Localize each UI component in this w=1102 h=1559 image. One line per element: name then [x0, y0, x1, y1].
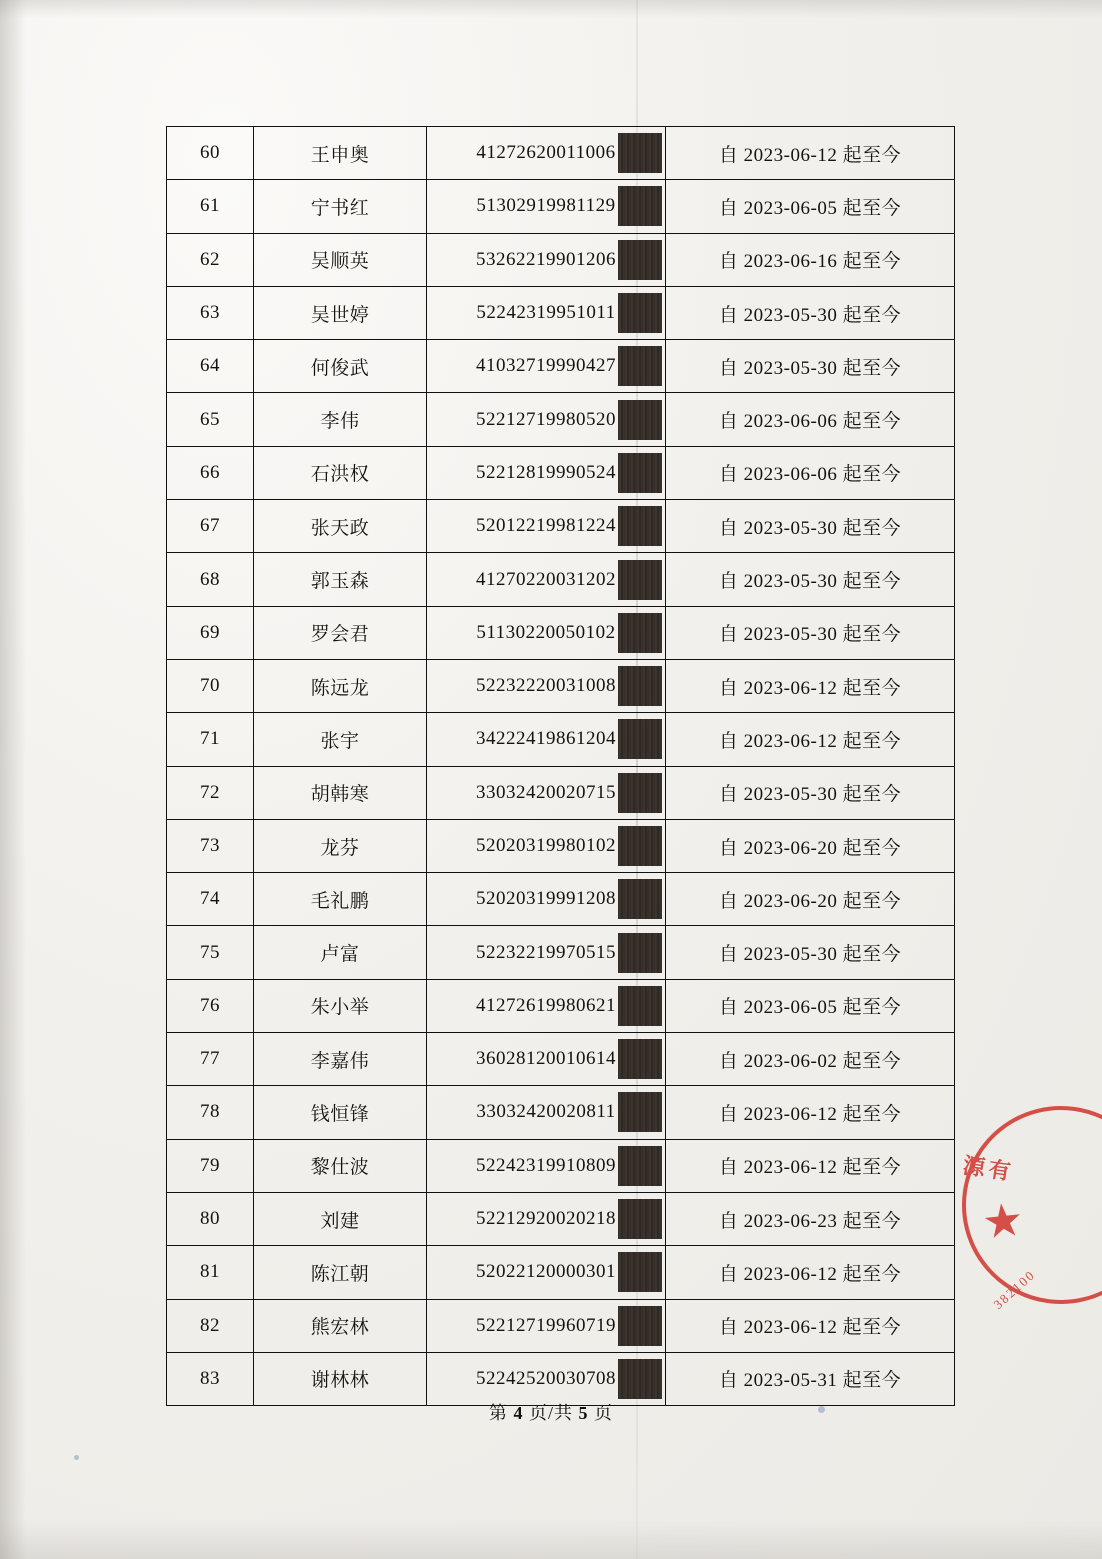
redaction-mark — [618, 1306, 662, 1346]
row-name-cell: 谢林林 — [254, 1352, 427, 1405]
row-id-number: 36028120010614 — [476, 1048, 616, 1070]
footer-suffix: 页 — [594, 1403, 613, 1423]
row-id-number: 34222419861204 — [476, 728, 616, 750]
row-id-number: 41272620011006 — [476, 142, 615, 164]
table-row — [167, 766, 955, 819]
row-name-cell: 黎仕波 — [254, 1139, 427, 1192]
row-name-cell: 王申奥 — [254, 127, 427, 180]
row-date-cell: 自 2023-05-30 起至今 — [666, 926, 955, 979]
row-date-cell: 自 2023-06-06 起至今 — [666, 446, 955, 499]
row-id-cell — [427, 286, 666, 339]
row-id-number: 41272619980621 — [476, 995, 616, 1017]
row-index-cell: 66 — [167, 446, 254, 499]
row-name-cell: 宁书红 — [254, 180, 427, 233]
row-name-cell: 熊宏林 — [254, 1299, 427, 1352]
row-name-cell: 刘建 — [254, 1192, 427, 1245]
row-index-cell: 64 — [167, 340, 254, 393]
row-name-cell: 李嘉伟 — [254, 1033, 427, 1086]
redaction-mark — [618, 453, 662, 493]
row-id-cell — [427, 979, 666, 1032]
row-date-cell: 自 2023-05-31 起至今 — [666, 1352, 955, 1405]
table-row — [167, 979, 955, 1032]
redaction-mark — [618, 719, 662, 759]
row-date-cell: 自 2023-06-12 起至今 — [666, 1299, 955, 1352]
redaction-mark — [618, 613, 662, 653]
table-row — [167, 1299, 955, 1352]
page-edge-shadow-top — [0, 0, 1102, 18]
row-index-cell: 79 — [167, 1139, 254, 1192]
table-row — [167, 1086, 955, 1139]
row-id-cell — [427, 659, 666, 712]
row-date-cell: 自 2023-06-02 起至今 — [666, 1033, 955, 1086]
roster-table-container — [166, 126, 950, 1406]
row-index-cell: 73 — [167, 819, 254, 872]
row-id-number: 53262219901206 — [476, 249, 616, 271]
table-row — [167, 926, 955, 979]
row-date-cell: 自 2023-06-06 起至今 — [666, 393, 955, 446]
row-id-number: 52022120000301 — [476, 1261, 616, 1283]
row-index-cell: 80 — [167, 1192, 254, 1245]
redaction-mark — [618, 773, 662, 813]
page-edge-shadow-left — [0, 0, 26, 1559]
table-row — [167, 180, 955, 233]
row-date-cell: 自 2023-05-30 起至今 — [666, 606, 955, 659]
row-id-number: 51130220050102 — [476, 622, 615, 644]
row-id-number: 52212719960719 — [476, 1315, 616, 1337]
redaction-mark — [618, 1039, 662, 1079]
redaction-mark — [618, 1092, 662, 1132]
roster-table — [166, 126, 955, 1406]
redaction-mark — [618, 933, 662, 973]
redaction-mark — [618, 186, 662, 226]
row-name-cell: 何俊武 — [254, 340, 427, 393]
row-index-cell: 70 — [167, 659, 254, 712]
row-date-cell: 自 2023-06-12 起至今 — [666, 127, 955, 180]
row-index-cell: 60 — [167, 127, 254, 180]
redaction-mark — [618, 400, 662, 440]
redaction-mark — [618, 560, 662, 600]
stamp-star-icon: ★ — [979, 1193, 1027, 1249]
page-footer — [0, 1399, 1102, 1425]
table-row — [167, 1246, 955, 1299]
row-id-number: 52212819990524 — [476, 462, 616, 484]
row-date-cell: 自 2023-06-12 起至今 — [666, 1139, 955, 1192]
row-index-cell: 67 — [167, 500, 254, 553]
table-row — [167, 553, 955, 606]
row-date-cell: 自 2023-06-05 起至今 — [666, 979, 955, 1032]
row-name-cell: 张宇 — [254, 713, 427, 766]
row-index-cell: 65 — [167, 393, 254, 446]
redaction-mark — [618, 1359, 662, 1399]
row-id-cell — [427, 713, 666, 766]
row-id-cell — [427, 819, 666, 872]
table-row — [167, 873, 955, 926]
row-name-cell: 石洪权 — [254, 446, 427, 499]
row-index-cell: 74 — [167, 873, 254, 926]
row-name-cell: 李伟 — [254, 393, 427, 446]
row-index-cell: 75 — [167, 926, 254, 979]
row-name-cell: 陈远龙 — [254, 659, 427, 712]
redaction-mark — [618, 346, 662, 386]
row-date-cell: 自 2023-06-16 起至今 — [666, 233, 955, 286]
row-date-cell: 自 2023-05-30 起至今 — [666, 286, 955, 339]
row-date-cell: 自 2023-05-30 起至今 — [666, 766, 955, 819]
row-index-cell: 72 — [167, 766, 254, 819]
table-row — [167, 340, 955, 393]
row-index-cell: 71 — [167, 713, 254, 766]
table-row — [167, 446, 955, 499]
row-date-cell: 自 2023-05-30 起至今 — [666, 500, 955, 553]
row-index-cell: 63 — [167, 286, 254, 339]
row-id-cell — [427, 553, 666, 606]
row-name-cell: 张天政 — [254, 500, 427, 553]
table-row — [167, 127, 955, 180]
row-id-cell — [427, 1139, 666, 1192]
row-name-cell: 吴顺英 — [254, 233, 427, 286]
table-row — [167, 1033, 955, 1086]
row-id-cell — [427, 873, 666, 926]
footer-prefix: 第 — [488, 1403, 508, 1423]
row-id-number: 33032420020715 — [476, 782, 616, 804]
redaction-mark — [618, 879, 662, 919]
table-row — [167, 713, 955, 766]
row-name-cell: 胡韩寒 — [254, 766, 427, 819]
row-index-cell: 68 — [167, 553, 254, 606]
row-date-cell: 自 2023-06-12 起至今 — [666, 659, 955, 712]
row-id-cell — [427, 1086, 666, 1139]
row-date-cell: 自 2023-06-23 起至今 — [666, 1192, 955, 1245]
row-date-cell: 自 2023-06-12 起至今 — [666, 1246, 955, 1299]
footer-page-number: 4 — [513, 1403, 524, 1423]
table-row — [167, 819, 955, 872]
row-index-cell: 83 — [167, 1352, 254, 1405]
redaction-mark — [618, 826, 662, 866]
row-id-cell — [427, 1033, 666, 1086]
row-index-cell: 77 — [167, 1033, 254, 1086]
row-index-cell: 61 — [167, 180, 254, 233]
row-id-number: 51302919981129 — [476, 195, 615, 217]
row-id-number: 52212920020218 — [476, 1208, 616, 1230]
row-name-cell: 陈江朝 — [254, 1246, 427, 1299]
redaction-mark — [618, 240, 662, 280]
row-id-cell — [427, 180, 666, 233]
row-index-cell: 82 — [167, 1299, 254, 1352]
table-row — [167, 286, 955, 339]
row-id-number: 52020319980102 — [476, 835, 616, 857]
row-id-number: 52212719980520 — [476, 409, 616, 431]
row-date-cell: 自 2023-06-12 起至今 — [666, 713, 955, 766]
row-name-cell: 龙芬 — [254, 819, 427, 872]
redaction-mark — [618, 293, 662, 333]
row-id-cell — [427, 1192, 666, 1245]
footer-total-pages: 5 — [578, 1403, 589, 1423]
redaction-mark — [618, 1146, 662, 1186]
row-id-cell — [427, 1246, 666, 1299]
row-id-cell — [427, 1299, 666, 1352]
row-id-number: 52020319991208 — [476, 888, 616, 910]
table-row — [167, 1352, 955, 1405]
row-id-cell — [427, 606, 666, 659]
row-id-cell — [427, 500, 666, 553]
table-row — [167, 1139, 955, 1192]
table-row — [167, 393, 955, 446]
row-id-cell — [427, 1352, 666, 1405]
row-name-cell: 卢富 — [254, 926, 427, 979]
row-id-number: 41270220031202 — [476, 569, 616, 591]
row-date-cell: 自 2023-06-12 起至今 — [666, 1086, 955, 1139]
row-id-cell — [427, 340, 666, 393]
redaction-mark — [618, 1199, 662, 1239]
redaction-mark — [618, 506, 662, 546]
row-id-number: 52242319951011 — [476, 302, 615, 324]
row-date-cell: 自 2023-06-05 起至今 — [666, 180, 955, 233]
stamp-text: 源有 — [961, 1152, 1017, 1185]
table-row — [167, 500, 955, 553]
row-name-cell: 毛礼鹏 — [254, 873, 427, 926]
row-id-cell — [427, 766, 666, 819]
row-date-cell: 自 2023-05-30 起至今 — [666, 340, 955, 393]
footer-middle: 页/共 — [528, 1403, 573, 1423]
row-index-cell: 78 — [167, 1086, 254, 1139]
paper-speck — [74, 1455, 79, 1460]
row-id-cell — [427, 393, 666, 446]
stamp-number: 382100 — [990, 1266, 1039, 1313]
row-index-cell: 76 — [167, 979, 254, 1032]
table-row — [167, 1192, 955, 1245]
row-id-number: 52242520030708 — [476, 1368, 616, 1390]
redaction-mark — [618, 986, 662, 1026]
row-id-number: 52012219981224 — [476, 515, 616, 537]
page-edge-shadow-bottom — [0, 1519, 1102, 1559]
table-row — [167, 233, 955, 286]
row-id-cell — [427, 233, 666, 286]
row-index-cell: 69 — [167, 606, 254, 659]
redaction-mark — [618, 666, 662, 706]
row-index-cell: 62 — [167, 233, 254, 286]
row-id-number: 52242319910809 — [476, 1155, 616, 1177]
row-date-cell: 自 2023-06-20 起至今 — [666, 873, 955, 926]
row-name-cell: 罗会君 — [254, 606, 427, 659]
row-name-cell: 吴世婷 — [254, 286, 427, 339]
row-name-cell: 朱小举 — [254, 979, 427, 1032]
row-id-cell — [427, 926, 666, 979]
row-id-number: 33032420020811 — [476, 1101, 615, 1123]
redaction-mark — [618, 1252, 662, 1292]
table-row — [167, 659, 955, 712]
row-date-cell: 自 2023-06-20 起至今 — [666, 819, 955, 872]
row-name-cell: 郭玉森 — [254, 553, 427, 606]
redaction-mark — [618, 133, 662, 173]
row-id-number: 52232220031008 — [476, 675, 616, 697]
row-id-cell — [427, 446, 666, 499]
table-row — [167, 606, 955, 659]
row-index-cell: 81 — [167, 1246, 254, 1299]
row-date-cell: 自 2023-05-30 起至今 — [666, 553, 955, 606]
row-id-number: 41032719990427 — [476, 355, 616, 377]
row-id-cell — [427, 127, 666, 180]
row-name-cell: 钱恒锋 — [254, 1086, 427, 1139]
row-id-number: 52232219970515 — [476, 942, 616, 964]
